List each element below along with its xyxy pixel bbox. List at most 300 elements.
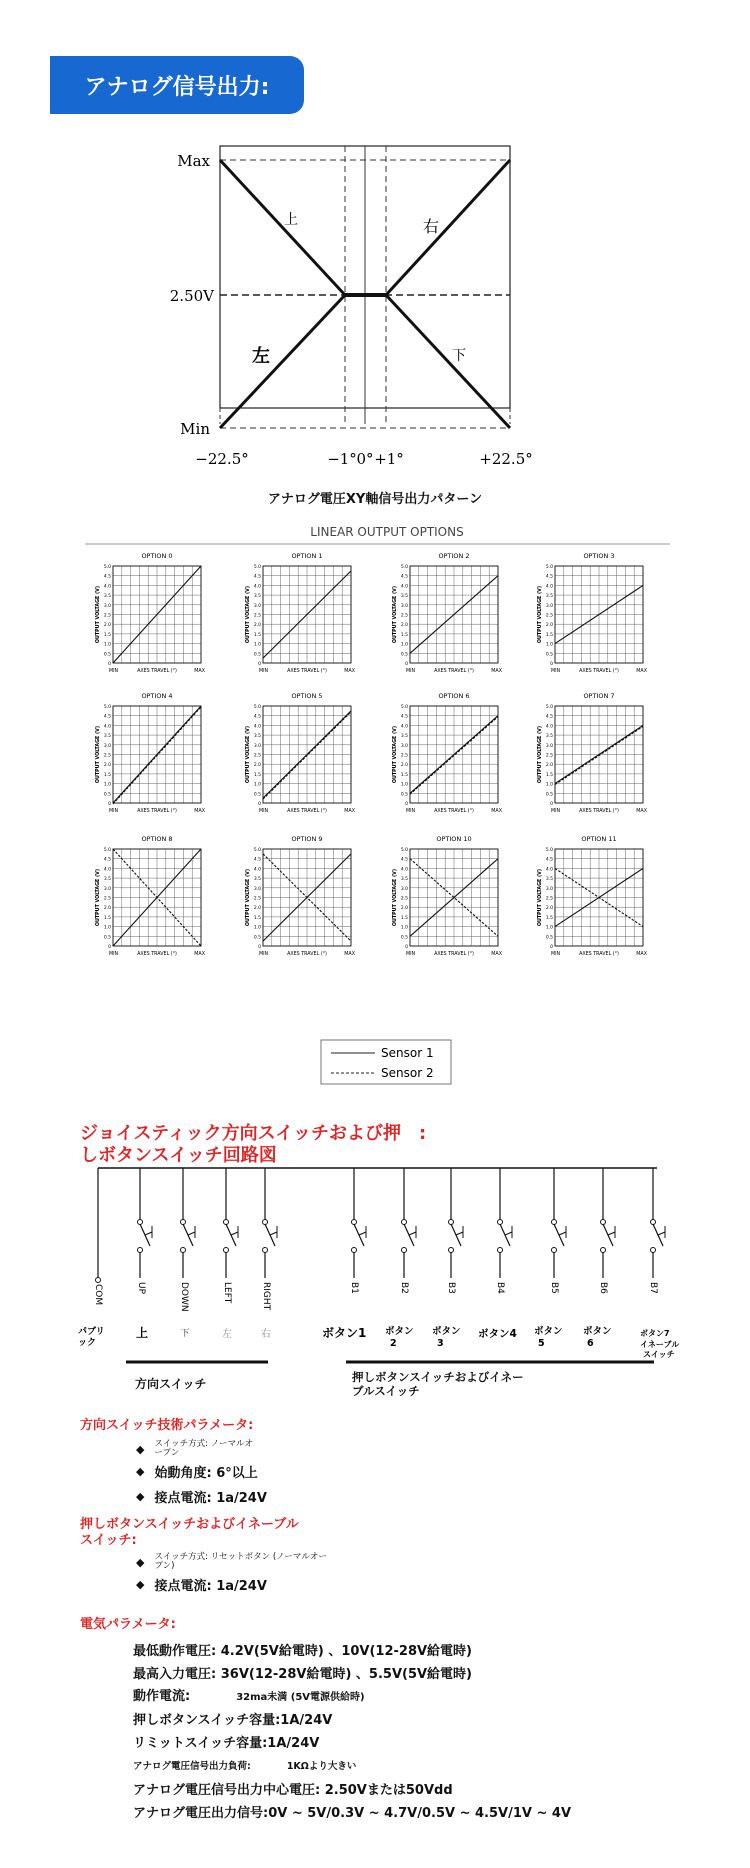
- y-tick-label: 2.5: [253, 896, 261, 902]
- pin-b4: B4: [495, 1282, 505, 1294]
- x-label-neg1: −1°: [327, 450, 357, 468]
- y-tick-label: 0.5: [253, 652, 261, 658]
- electrical-line-4: 押しボタンスイッチ容量:1A/24V: [133, 1713, 333, 1728]
- x-tick-max: MAX: [491, 809, 502, 814]
- option-title-7: OPTION 7: [583, 692, 615, 700]
- y-tick-label: 5.0: [253, 705, 261, 710]
- switch-b2: [402, 1168, 417, 1278]
- y-tick-label: 3.5: [253, 877, 261, 883]
- option-title-4: OPTION 4: [141, 692, 173, 700]
- y-tick-label: 2.5: [400, 896, 408, 902]
- y-tick-label: 1.5: [545, 915, 553, 921]
- y-tick-label: 2.5: [400, 753, 408, 759]
- y-tick-label: 1.0: [103, 642, 111, 648]
- y-tick-label: 1.5: [253, 772, 261, 778]
- legend-sensor2-label: Sensor 2: [381, 1066, 434, 1080]
- y-tick-label: 2.5: [103, 613, 111, 619]
- x-tick-min: MIN: [259, 669, 269, 674]
- x-tick-min: MIN: [109, 809, 119, 814]
- label-com-1: パブリ: [78, 1327, 105, 1337]
- label-b1: ボタン1: [322, 1326, 367, 1340]
- direction-param-1: ◆ スイッチ方式: ノーマルオ ープン: [136, 1439, 253, 1458]
- x-tick-min: MIN: [551, 669, 561, 674]
- x-tick-min: MIN: [259, 809, 269, 814]
- y-tick-label: 2.0: [545, 763, 553, 769]
- y-tick-label: 0: [550, 802, 553, 807]
- diamond-bullet-icon: ◆: [136, 1578, 145, 1591]
- y-tick-label: 0.5: [545, 935, 553, 941]
- x-axis-label: AXES TRAVEL (°): [434, 952, 474, 957]
- y-tick-label: 1.5: [103, 632, 111, 638]
- pin-b3: B3: [446, 1282, 456, 1294]
- x-tick-max: MAX: [344, 669, 355, 674]
- y-tick-label: 5.0: [103, 848, 111, 853]
- y-tick-label: 1.5: [400, 632, 408, 638]
- y-tick-label: 5.0: [103, 705, 111, 710]
- y-tick-label: 2.0: [400, 906, 408, 912]
- label-b4: ボタン4: [478, 1328, 517, 1340]
- y-tick-label: 4.0: [103, 724, 111, 730]
- y-tick-label: 3.5: [253, 594, 261, 600]
- x-tick-max: MAX: [344, 952, 355, 957]
- electrical-line-3: 動作電流: 32ma未満 (5V電源供給時): [133, 1689, 365, 1704]
- option-title-0: OPTION 0: [141, 552, 173, 560]
- y-axis-label: OUTPUT VOLTAGE (V): [96, 868, 101, 927]
- electrical-line-7: アナログ電圧信号出力中心電圧: 2.50Vまたは50Vdd: [133, 1783, 453, 1798]
- legend-sensor1-label: Sensor 1: [381, 1046, 434, 1060]
- y-tick-label: 1.5: [103, 915, 111, 921]
- option-panel-4: [95, 692, 206, 814]
- y-tick-label: 4.5: [545, 714, 553, 720]
- y-label-max: Max: [177, 152, 210, 170]
- x-tick-max: MAX: [491, 669, 502, 674]
- y-tick-label: 0.5: [103, 652, 111, 658]
- label-b3-1: ボタン: [432, 1326, 461, 1337]
- x-tick-max: MAX: [194, 952, 205, 957]
- y-tick-label: 2.0: [103, 763, 111, 769]
- x-tick-min: MIN: [109, 952, 119, 957]
- y-tick-label: 4.5: [253, 714, 261, 720]
- y-tick-label: 3.5: [103, 734, 111, 740]
- y-tick-label: 2.0: [103, 906, 111, 912]
- diamond-bullet-icon: ◆: [136, 1442, 145, 1456]
- label-down: 下: [180, 1329, 190, 1339]
- pin-b7: B7: [648, 1282, 658, 1294]
- y-tick-label: 2.0: [253, 763, 261, 769]
- y-tick-label: 1.0: [253, 925, 261, 931]
- label-right: 右: [261, 1329, 271, 1340]
- y-axis-label: OUTPUT VOLTAGE (V): [393, 868, 398, 927]
- pin-b5: B5: [549, 1282, 559, 1294]
- y-tick-label: 0: [405, 945, 408, 950]
- y-tick-label: 5.0: [545, 848, 553, 853]
- label-b2-2: 2: [390, 1338, 397, 1349]
- y-tick-label: 5.0: [545, 705, 553, 710]
- direction-param-3: ◆ 接点電流: 1a/24V: [136, 1490, 267, 1506]
- y-tick-label: 4.5: [103, 714, 111, 720]
- x-axis-label: AXES TRAVEL (°): [137, 952, 177, 957]
- x-tick-max: MAX: [636, 809, 647, 814]
- y-tick-label: 0: [405, 662, 408, 667]
- switch-circuit-diagram: [60, 1160, 710, 1380]
- x-tick-min: MIN: [406, 669, 416, 674]
- label-left: 左: [222, 1329, 232, 1340]
- switch-b7: [651, 1168, 666, 1278]
- label-b5-1: ボタン: [534, 1326, 563, 1337]
- x-axis-label: AXES TRAVEL (°): [579, 809, 619, 814]
- switch-right: [263, 1168, 278, 1278]
- pin-left: LEFT: [222, 1282, 232, 1304]
- option-title-9: OPTION 9: [291, 835, 323, 843]
- region-left-label: 左: [252, 346, 270, 367]
- region-right-label: 右: [423, 217, 440, 236]
- x-axis-label: AXES TRAVEL (°): [579, 669, 619, 674]
- y-tick-label: 2.0: [545, 906, 553, 912]
- y-tick-label: 3.5: [400, 877, 408, 883]
- y-tick-label: 3.0: [253, 886, 261, 892]
- x-tick-min: MIN: [551, 952, 561, 957]
- y-axis-label: OUTPUT VOLTAGE (V): [246, 585, 251, 644]
- y-tick-label: 2.5: [103, 753, 111, 759]
- label-b3-2: 3: [437, 1338, 444, 1349]
- option-panel-5: [245, 692, 356, 814]
- y-tick-label: 4.5: [545, 574, 553, 580]
- circuit-title-colon: :: [418, 1123, 427, 1144]
- x-label-pos1: +1°: [374, 450, 404, 468]
- y-tick-label: 3.0: [253, 603, 261, 609]
- y-tick-label: 1.0: [253, 642, 261, 648]
- option-title-1: OPTION 1: [291, 552, 323, 560]
- y-axis-label: OUTPUT VOLTAGE (V): [96, 725, 101, 784]
- y-tick-label: 4.5: [103, 574, 111, 580]
- y-tick-label: 4.0: [400, 867, 408, 873]
- y-tick-label: 0.5: [400, 935, 408, 941]
- x-tick-max: MAX: [194, 669, 205, 674]
- x-axis-label: AXES TRAVEL (°): [287, 669, 327, 674]
- y-axis-label: OUTPUT VOLTAGE (V): [538, 725, 543, 784]
- y-tick-label: 0: [258, 945, 261, 950]
- option-panel-11: [537, 835, 648, 957]
- option-panel-8: [95, 835, 206, 957]
- x-tick-max: MAX: [636, 669, 647, 674]
- y-axis-label: OUTPUT VOLTAGE (V): [393, 585, 398, 644]
- x-tick-min: MIN: [406, 809, 416, 814]
- diamond-bullet-icon: ◆: [136, 1465, 145, 1478]
- y-tick-label: 5.0: [400, 705, 408, 710]
- option-title-10: OPTION 10: [436, 835, 472, 843]
- option-panel-3: [537, 552, 648, 674]
- circuit-title-line2: しボタンスイッチ回路図: [80, 1145, 277, 1166]
- y-tick-label: 2.0: [253, 623, 261, 629]
- y-tick-label: 3.5: [400, 594, 408, 600]
- direction-group-label: 方向スイッチ: [135, 1377, 207, 1391]
- label-up: 上: [135, 1326, 149, 1340]
- push-params-title: 押しボタンスイッチおよびイネーブル スイッチ:: [80, 1517, 299, 1548]
- option-title-5: OPTION 5: [291, 692, 323, 700]
- y-tick-label: 5.0: [545, 565, 553, 570]
- y-tick-label: 0.5: [400, 652, 408, 658]
- y-tick-label: 2.5: [545, 613, 553, 619]
- y-tick-label: 3.5: [545, 877, 553, 883]
- y-tick-label: 1.5: [545, 772, 553, 778]
- electrical-line-8: アナログ電圧出力信号:0V ~ 5V/0.3V ~ 4.7V/0.5V ~ 4.5V/1V ~ 4V: [133, 1806, 572, 1821]
- y-tick-label: 4.0: [400, 724, 408, 730]
- option-panel-6: [392, 692, 503, 814]
- x-tick-min: MIN: [406, 952, 416, 957]
- electrical-line-2: 最高入力電圧: 36V(12-28V給電時) 、5.5V(5V給電時): [133, 1667, 473, 1682]
- y-tick-label: 3.5: [103, 877, 111, 883]
- diamond-bullet-icon: ◆: [136, 1555, 145, 1569]
- label-b7-3: スイッチ: [643, 1350, 675, 1359]
- y-tick-label: 4.0: [545, 724, 553, 730]
- option-title-8: OPTION 8: [141, 835, 173, 843]
- x-axis-label: AXES TRAVEL (°): [287, 952, 327, 957]
- section-banner: [50, 56, 304, 114]
- y-tick-label: 2.0: [103, 623, 111, 629]
- y-tick-label: 2.5: [103, 896, 111, 902]
- y-tick-label: 3.0: [103, 886, 111, 892]
- label-com-2: ック: [78, 1338, 97, 1348]
- x-tick-min: MIN: [259, 952, 269, 957]
- xy-output-diagram: [160, 128, 560, 478]
- y-axis-label: OUTPUT VOLTAGE (V): [393, 725, 398, 784]
- option-title-6: OPTION 6: [438, 692, 470, 700]
- push-param-2: ◆ 接点電流: 1a/24V: [136, 1578, 267, 1594]
- y-label-center: 2.50V: [169, 287, 214, 305]
- y-tick-label: 2.0: [545, 623, 553, 629]
- y-tick-label: 1.5: [103, 772, 111, 778]
- option-panel-0: [95, 552, 206, 674]
- y-tick-label: 2.0: [400, 623, 408, 629]
- switch-down: [181, 1168, 196, 1278]
- pin-down: DOWN: [179, 1282, 189, 1312]
- label-b7-1: ボタン7: [640, 1329, 670, 1338]
- linear-output-options-chart: [85, 520, 670, 1090]
- y-tick-label: 5.0: [400, 848, 408, 853]
- y-tick-label: 1.5: [545, 632, 553, 638]
- y-tick-label: 2.5: [253, 613, 261, 619]
- x-tick-max: MAX: [194, 809, 205, 814]
- option-title-11: OPTION 11: [581, 835, 617, 843]
- label-b6-1: ボタン: [583, 1326, 612, 1337]
- y-tick-label: 3.0: [400, 886, 408, 892]
- direction-param-2: ◆ 始動角度: 6°以上: [136, 1465, 258, 1481]
- y-axis-label: OUTPUT VOLTAGE (V): [538, 868, 543, 927]
- y-tick-label: 4.5: [400, 714, 408, 720]
- y-tick-label: 1.0: [545, 782, 553, 788]
- y-tick-label: 2.0: [400, 763, 408, 769]
- right-line: [386, 160, 510, 295]
- y-tick-label: 3.0: [545, 743, 553, 749]
- y-tick-label: 4.0: [253, 724, 261, 730]
- y-tick-label: 1.0: [103, 782, 111, 788]
- y-tick-label: 4.5: [253, 574, 261, 580]
- y-tick-label: 5.0: [103, 565, 111, 570]
- y-tick-label: 0.5: [253, 792, 261, 798]
- direction-params-title: 方向スイッチ技術パラメータ:: [80, 1418, 254, 1433]
- y-tick-label: 1.0: [545, 642, 553, 648]
- y-tick-label: 4.5: [103, 857, 111, 863]
- y-tick-label: 3.5: [400, 734, 408, 740]
- y-tick-label: 1.0: [400, 642, 408, 648]
- y-tick-label: 1.5: [400, 772, 408, 778]
- y-tick-label: 1.0: [400, 782, 408, 788]
- x-axis-label: AXES TRAVEL (°): [434, 669, 474, 674]
- y-tick-label: 0: [258, 662, 261, 667]
- switch-b1: [352, 1168, 367, 1278]
- electrical-line-5: リミットスイッチ容量:1A/24V: [133, 1736, 320, 1751]
- x-axis-label: AXES TRAVEL (°): [137, 809, 177, 814]
- y-tick-label: 3.5: [253, 734, 261, 740]
- y-tick-label: 2.5: [545, 896, 553, 902]
- y-tick-label: 3.0: [400, 603, 408, 609]
- push-param-1: ◆ スイッチ方式: リセットボタン (ノーマルオー プン): [136, 1552, 327, 1571]
- y-tick-label: 5.0: [253, 848, 261, 853]
- electrical-list: [133, 1644, 571, 1822]
- y-tick-label: 4.0: [103, 867, 111, 873]
- switch-b4: [498, 1168, 513, 1278]
- label-b5-2: 5: [538, 1338, 545, 1349]
- push-group-label-1: 押しボタンスイッチおよびイネー: [352, 1370, 524, 1384]
- option-panel-9: [245, 835, 356, 957]
- x-label-neg22: −22.5°: [195, 450, 249, 468]
- electrical-title: 電気パラメータ:: [80, 1617, 176, 1632]
- y-tick-label: 2.5: [400, 613, 408, 619]
- y-tick-label: 0.5: [103, 935, 111, 941]
- y-tick-label: 3.0: [400, 743, 408, 749]
- y-tick-label: 0.5: [103, 792, 111, 798]
- circuit-title-line1: ジョイスティック方向スイッチおよび押: [80, 1123, 401, 1144]
- pin-up: UP: [136, 1282, 146, 1295]
- y-tick-label: 4.0: [253, 867, 261, 873]
- x-tick-min: MIN: [551, 809, 561, 814]
- x-tick-max: MAX: [344, 809, 355, 814]
- option-panel-10: [392, 835, 503, 957]
- y-tick-label: 2.5: [545, 753, 553, 759]
- y-tick-label: 1.0: [400, 925, 408, 931]
- pin-b2: B2: [399, 1282, 409, 1294]
- x-tick-max: MAX: [491, 952, 502, 957]
- y-tick-label: 4.5: [400, 574, 408, 580]
- y-tick-label: 1.0: [253, 782, 261, 788]
- x-axis-label: AXES TRAVEL (°): [579, 952, 619, 957]
- x-label-pos22: +22.5°: [479, 450, 533, 468]
- y-tick-label: 4.5: [253, 857, 261, 863]
- electrical-line-1: 最低動作電圧: 4.2V(5V給電時) 、10V(12-28V給電時): [133, 1644, 473, 1659]
- y-tick-label: 3.0: [103, 603, 111, 609]
- y-tick-label: 4.5: [545, 857, 553, 863]
- y-tick-label: 3.0: [545, 886, 553, 892]
- y-tick-label: 0.5: [545, 652, 553, 658]
- electrical-line-6: アナログ電圧信号出力負荷: 1KΩより大きい: [133, 1761, 357, 1772]
- push-params-list: [136, 1553, 327, 1594]
- option-panel-2: [392, 552, 503, 674]
- y-tick-label: 2.5: [253, 753, 261, 759]
- y-tick-label: 0.5: [253, 935, 261, 941]
- direction-params-list: [136, 1440, 267, 1506]
- y-tick-label: 0: [258, 802, 261, 807]
- y-axis-label: OUTPUT VOLTAGE (V): [538, 585, 543, 644]
- y-label-min: Min: [180, 420, 210, 438]
- y-tick-label: 5.0: [400, 565, 408, 570]
- y-tick-label: 4.0: [103, 584, 111, 590]
- y-tick-label: 4.0: [545, 584, 553, 590]
- y-axis-label: OUTPUT VOLTAGE (V): [96, 585, 101, 644]
- option-panel-1: [245, 552, 356, 674]
- xy-caption: アナログ電圧XY軸信号出力パターン: [267, 492, 483, 507]
- x-axis-label: AXES TRAVEL (°): [287, 809, 327, 814]
- x-axis-label: AXES TRAVEL (°): [137, 669, 177, 674]
- options-title: LINEAR OUTPUT OPTIONS: [310, 525, 464, 539]
- push-group-label-2: ブルスイッチ: [352, 1384, 420, 1398]
- x-tick-max: MAX: [636, 952, 647, 957]
- y-tick-label: 1.5: [400, 915, 408, 921]
- region-up-label: 上: [284, 212, 298, 228]
- y-tick-label: 4.0: [400, 584, 408, 590]
- x-tick-min: MIN: [109, 669, 119, 674]
- label-b2-1: ボタン: [385, 1326, 414, 1337]
- y-tick-label: 0: [550, 662, 553, 667]
- up-line: [220, 160, 345, 295]
- pin-b6: B6: [598, 1282, 608, 1294]
- y-tick-label: 4.0: [253, 584, 261, 590]
- option-title-3: OPTION 3: [583, 552, 615, 560]
- y-tick-label: 0.5: [545, 792, 553, 798]
- y-tick-label: 3.0: [253, 743, 261, 749]
- switch-up: [138, 1168, 153, 1278]
- y-tick-label: 0: [108, 945, 111, 950]
- y-tick-label: 3.0: [545, 603, 553, 609]
- y-tick-label: 4.0: [545, 867, 553, 873]
- y-tick-label: 3.5: [103, 594, 111, 600]
- y-tick-label: 0: [108, 662, 111, 667]
- region-down-label: 下: [452, 348, 466, 364]
- label-b7-2: イネーブル: [640, 1340, 680, 1349]
- diamond-bullet-icon: ◆: [136, 1490, 145, 1503]
- x-label-zero: 0°: [356, 450, 374, 468]
- switch-b3: [449, 1168, 464, 1278]
- x-axis-label: AXES TRAVEL (°): [434, 809, 474, 814]
- y-tick-label: 0.5: [400, 792, 408, 798]
- y-tick-label: 1.0: [545, 925, 553, 931]
- switch-b6: [601, 1168, 616, 1278]
- y-tick-label: 2.0: [253, 906, 261, 912]
- y-tick-label: 0: [405, 802, 408, 807]
- switch-left: [224, 1168, 239, 1278]
- y-tick-label: 3.5: [545, 734, 553, 740]
- banner-title: アナログ信号出力:: [84, 74, 270, 100]
- y-tick-label: 4.5: [400, 857, 408, 863]
- y-tick-label: 0: [550, 945, 553, 950]
- y-tick-label: 1.0: [103, 925, 111, 931]
- y-tick-label: 1.5: [253, 632, 261, 638]
- y-tick-label: 1.5: [253, 915, 261, 921]
- pin-com: COM: [93, 1284, 103, 1306]
- label-b6-2: 6: [587, 1338, 594, 1349]
- y-tick-label: 0: [108, 802, 111, 807]
- y-tick-label: 5.0: [253, 565, 261, 570]
- y-axis-label: OUTPUT VOLTAGE (V): [246, 868, 251, 927]
- y-tick-label: 3.5: [545, 594, 553, 600]
- option-title-2: OPTION 2: [438, 552, 470, 560]
- push-group-label: [352, 1370, 524, 1398]
- pin-right: RIGHT: [261, 1282, 271, 1311]
- option-panel-7: [537, 692, 648, 814]
- switch-b5: [552, 1168, 567, 1278]
- pin-b1: B1: [349, 1282, 359, 1294]
- y-axis-label: OUTPUT VOLTAGE (V): [246, 725, 251, 784]
- y-tick-label: 3.0: [103, 743, 111, 749]
